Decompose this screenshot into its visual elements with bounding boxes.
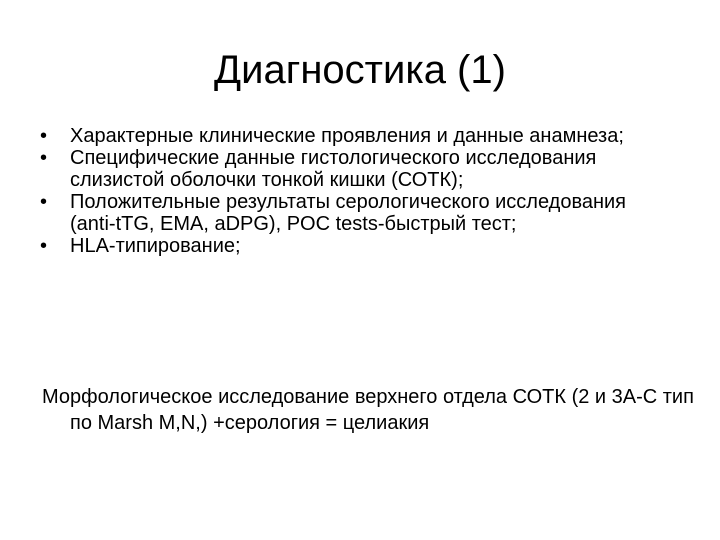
bullet-text: Характерные клинические проявления и данные анамнеза; — [70, 125, 624, 147]
conclusion-text: Морфологическое исследование верхнего отдела СОТК (2 и 3А-С тип по Marsh M,N,) +серология = целиакия — [42, 386, 694, 434]
bullet-icon: • — [40, 235, 48, 257]
bullet-item — [36, 147, 656, 191]
bullet-list — [36, 125, 656, 257]
bullet-icon: • — [40, 125, 48, 147]
bullet-item — [36, 235, 656, 257]
bullet-text: HLA-типирование; — [70, 235, 241, 257]
bullet-icon: • — [40, 147, 48, 169]
slide-title: Диагностика (1) — [214, 48, 506, 92]
bullet-item — [36, 125, 656, 147]
bullet-text: Положительные результаты серологического исследования (anti-tTG, EMA, aDPG), POC tests-быстрый тест; — [70, 191, 627, 235]
bullet-text: Специфические данные гистологического исследования слизистой оболочки тонкой кишки (СОТК); — [70, 147, 597, 191]
bullet-icon: • — [40, 191, 48, 213]
bullet-item — [36, 191, 656, 235]
